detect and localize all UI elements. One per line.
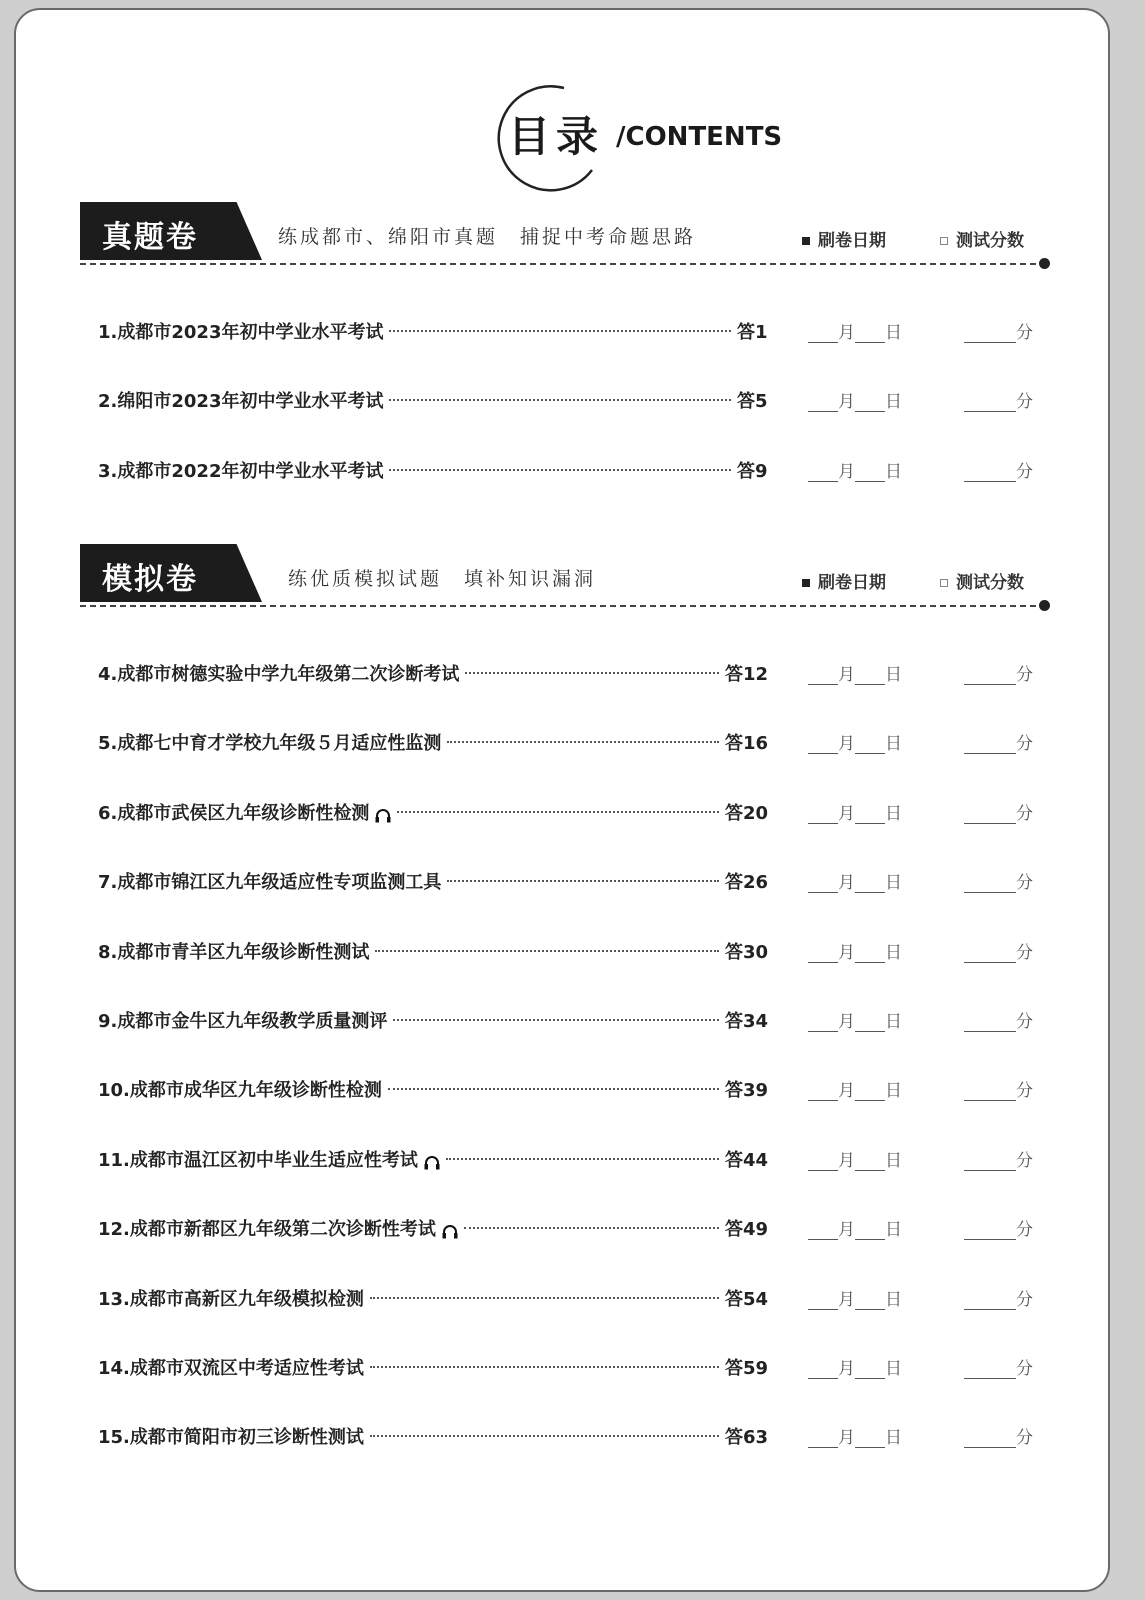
month-blank[interactable] [808, 664, 838, 685]
day-blank[interactable] [855, 461, 885, 482]
score-blank[interactable] [964, 1289, 1016, 1310]
score-blank[interactable] [964, 1011, 1016, 1032]
day-blank[interactable] [855, 391, 885, 412]
toc-entry[interactable] [16, 1350, 1108, 1380]
month-label: 月 [838, 1289, 855, 1310]
score-blank[interactable] [964, 872, 1016, 893]
month-label: 月 [838, 323, 855, 343]
entry-title [98, 1076, 382, 1102]
entry-title [98, 1285, 364, 1311]
entry-number: 11. [98, 1149, 130, 1171]
score-fill-in [964, 318, 1033, 343]
date-fill-in [808, 1285, 902, 1310]
answer-page-ref: 答59 [725, 1358, 769, 1379]
headphone-icon [442, 1223, 458, 1237]
square-outline-icon [940, 579, 948, 587]
score-blank[interactable] [964, 1219, 1016, 1240]
score-blank[interactable] [964, 733, 1016, 754]
section-divider [80, 263, 1046, 265]
day-blank[interactable] [855, 1358, 885, 1379]
score-fill-in [964, 1007, 1033, 1032]
answer-page-ref: 答63 [725, 1427, 769, 1449]
square-outline-icon [940, 237, 948, 245]
entry-number: 7. [98, 872, 118, 894]
score-label: 分 [1016, 665, 1033, 685]
entry-title [98, 938, 369, 964]
answer-page-ref: 答34 [725, 1011, 769, 1032]
entry-title [98, 1007, 387, 1033]
entry-title [98, 387, 383, 413]
day-blank[interactable] [855, 1219, 885, 1240]
day-label: 日 [885, 803, 902, 824]
divider-end-dot [1039, 600, 1050, 611]
entry-title [98, 1354, 364, 1380]
page-title [464, 74, 784, 194]
score-fill-in [964, 1215, 1033, 1240]
contents-page [14, 8, 1110, 1592]
month-label: 月 [838, 942, 855, 963]
score-label: 分 [1016, 1289, 1033, 1310]
month-label: 月 [838, 392, 855, 413]
section-divider [80, 605, 1046, 607]
entry-title [98, 1215, 458, 1241]
month-blank[interactable] [808, 1080, 838, 1101]
leader-dots [370, 1297, 719, 1299]
date-fill-in [808, 868, 902, 893]
day-label: 日 [885, 942, 902, 963]
score-label: 分 [1016, 392, 1033, 413]
leader-dots [370, 1435, 719, 1437]
entry-name: 成都市温江区初中毕业生适应性考试 [129, 1149, 418, 1171]
toc-entry[interactable] [16, 1072, 1108, 1102]
entry-name: 成都市树德实验中学九年级第二次诊断考试 [117, 664, 460, 685]
score-blank[interactable] [964, 1358, 1016, 1379]
leader-dots [393, 1019, 719, 1021]
score-fill-in [964, 1076, 1033, 1101]
month-label: 月 [838, 803, 855, 824]
toc-entry[interactable] [16, 725, 1108, 755]
toc-entry[interactable] [16, 795, 1108, 825]
day-blank[interactable] [855, 803, 885, 824]
leader-dots [389, 399, 731, 401]
month-label: 月 [838, 665, 855, 685]
leader-dots [388, 1088, 719, 1090]
month-label: 月 [838, 873, 855, 894]
month-blank[interactable] [808, 1289, 838, 1310]
answer-page-ref: 答9 [737, 460, 768, 482]
date-fill-in [808, 1007, 902, 1032]
entry-title [98, 1423, 364, 1449]
date-fill-in [808, 1215, 902, 1240]
day-label: 日 [885, 1220, 902, 1241]
month-blank[interactable] [808, 322, 838, 343]
score-label: 分 [1016, 873, 1033, 894]
entry-number: 14. [98, 1358, 130, 1379]
score-fill-in [964, 799, 1033, 824]
day-blank[interactable] [855, 1080, 885, 1101]
date-fill-in [808, 729, 902, 754]
answer-page-ref: 答39 [725, 1080, 769, 1102]
score-fill-in [964, 729, 1033, 754]
score-label: 分 [1016, 734, 1033, 755]
answer-page-ref: 答30 [725, 941, 769, 963]
entry-name: 成都市武侯区九年级诊断性检测 [117, 802, 370, 824]
toc-entry[interactable] [16, 1003, 1108, 1033]
day-blank[interactable] [855, 1289, 885, 1310]
date-fill-in [808, 1354, 902, 1379]
score-fill-in [964, 660, 1033, 685]
divider-end-dot [1039, 258, 1050, 269]
score-fill-in [964, 457, 1033, 482]
entry-name: 绵阳市2023年初中学业水平考试 [117, 391, 384, 413]
score-label: 分 [1016, 803, 1033, 824]
month-label: 月 [838, 1012, 855, 1032]
entry-name: 成都市锦江区九年级适应性专项监测工具 [117, 872, 442, 894]
month-label: 月 [838, 1081, 855, 1102]
month-blank[interactable] [808, 872, 838, 893]
entry-title [98, 868, 441, 894]
score-fill-in [964, 1146, 1033, 1171]
col-score-header: 测试分数 [940, 568, 1024, 593]
toc-entry[interactable] [16, 453, 1108, 483]
leader-dots [389, 469, 731, 471]
entry-name: 成都市高新区九年级模拟检测 [129, 1288, 364, 1310]
leader-dots [447, 741, 719, 743]
entry-number: 12. [98, 1219, 130, 1241]
score-blank[interactable] [964, 942, 1016, 963]
month-label: 月 [838, 1150, 855, 1171]
score-label: 分 [1016, 942, 1033, 963]
day-label: 日 [885, 392, 902, 413]
square-icon [802, 237, 810, 245]
month-label: 月 [838, 734, 855, 755]
score-fill-in [964, 1285, 1033, 1310]
date-fill-in [808, 318, 902, 343]
score-blank[interactable] [964, 664, 1016, 685]
score-fill-in [964, 387, 1033, 412]
score-fill-in [964, 938, 1033, 963]
day-label: 日 [885, 1081, 902, 1102]
answer-page-ref: 答12 [725, 664, 769, 685]
entry-name: 成都市2023年初中学业水平考试 [117, 322, 384, 343]
score-blank[interactable] [964, 461, 1016, 482]
month-blank[interactable] [808, 391, 838, 412]
section-slogan: 练优质模拟试题 填补知识漏洞 [288, 568, 597, 590]
entry-number: 1. [98, 322, 118, 343]
leader-dots [464, 1227, 719, 1229]
entry-name: 成都市青羊区九年级诊断性测试 [117, 941, 370, 963]
score-label: 分 [1016, 1150, 1033, 1171]
entry-number: 6. [98, 802, 118, 824]
date-fill-in [808, 660, 902, 685]
section-slogan: 练成都市、绵阳市真题 捕捉中考命题思路 [278, 226, 697, 248]
score-blank[interactable] [964, 803, 1016, 824]
entry-name: 成都市新都区九年级第二次诊断性考试 [129, 1219, 436, 1241]
leader-dots [465, 672, 719, 674]
leader-dots [446, 1158, 719, 1160]
entry-name: 成都市简阳市初三诊断性测试 [129, 1427, 364, 1449]
answer-page-ref: 答1 [737, 322, 768, 343]
month-label: 月 [838, 1220, 855, 1241]
entry-name: 成都市金牛区九年级教学质量测评 [117, 1011, 388, 1032]
month-blank[interactable] [808, 803, 838, 824]
day-blank[interactable] [855, 664, 885, 685]
entry-number: 4. [98, 664, 118, 685]
day-label: 日 [885, 1289, 902, 1310]
toc-entry[interactable] [16, 1211, 1108, 1241]
col-date-header: 刷卷日期 [802, 226, 886, 251]
entry-name: 成都市2022年初中学业水平考试 [117, 460, 384, 482]
leader-dots [375, 950, 719, 952]
answer-page-ref: 答54 [725, 1288, 769, 1310]
entry-number: 2. [98, 391, 118, 413]
score-label: 分 [1016, 1220, 1033, 1241]
entry-title [98, 457, 383, 483]
day-blank[interactable] [855, 872, 885, 893]
date-fill-in [808, 1076, 902, 1101]
entry-title [98, 799, 391, 825]
score-fill-in [964, 1354, 1033, 1379]
answer-page-ref: 答26 [725, 872, 769, 894]
score-label: 分 [1016, 1081, 1033, 1102]
score-label: 分 [1016, 1012, 1033, 1032]
date-fill-in [808, 387, 902, 412]
date-fill-in [808, 1146, 902, 1171]
headphone-icon [375, 807, 391, 821]
section-tag-label: 模拟卷 [102, 562, 198, 597]
score-label: 分 [1016, 1359, 1033, 1379]
day-label: 日 [885, 461, 902, 482]
leader-dots [447, 880, 719, 882]
date-fill-in [808, 1423, 902, 1448]
headphone-icon [424, 1154, 440, 1168]
month-blank[interactable] [808, 1219, 838, 1240]
score-blank[interactable] [964, 322, 1016, 343]
title-english: /CONTENTS [616, 122, 783, 152]
leader-dots [370, 1366, 719, 1368]
score-fill-in [964, 1423, 1033, 1448]
toc-entry[interactable] [16, 1281, 1108, 1311]
score-blank[interactable] [964, 1150, 1016, 1171]
score-blank[interactable] [964, 1427, 1016, 1448]
toc-entry[interactable] [16, 383, 1108, 413]
day-blank[interactable] [855, 1427, 885, 1448]
day-blank[interactable] [855, 322, 885, 343]
toc-entry[interactable] [16, 314, 1108, 344]
entry-number: 5. [98, 733, 118, 755]
answer-page-ref: 答49 [725, 1219, 769, 1241]
month-blank[interactable] [808, 1150, 838, 1171]
month-label: 月 [838, 1359, 855, 1379]
entry-title [98, 318, 383, 344]
col-score-header: 测试分数 [940, 226, 1024, 251]
entry-name: 成都市双流区中考适应性考试 [129, 1358, 364, 1379]
section-tag-label: 真题卷 [102, 220, 198, 255]
month-blank[interactable] [808, 1011, 838, 1032]
answer-page-ref: 答44 [725, 1149, 769, 1171]
square-icon [802, 579, 810, 587]
month-label: 月 [838, 1428, 855, 1449]
answer-page-ref: 答16 [725, 733, 769, 755]
toc-entry[interactable] [16, 656, 1108, 686]
day-label: 日 [885, 323, 902, 343]
day-blank[interactable] [855, 942, 885, 963]
month-blank[interactable] [808, 461, 838, 482]
entry-number: 13. [98, 1288, 130, 1310]
entry-number: 10. [98, 1080, 130, 1102]
entry-number: 15. [98, 1427, 130, 1449]
entry-number: 8. [98, 941, 118, 963]
entry-title [98, 729, 441, 755]
month-blank[interactable] [808, 733, 838, 754]
month-label: 月 [838, 461, 855, 482]
col-date-header: 刷卷日期 [802, 568, 886, 593]
answer-page-ref: 答20 [725, 802, 769, 824]
entry-number: 3. [98, 460, 118, 482]
month-blank[interactable] [808, 942, 838, 963]
score-label: 分 [1016, 323, 1033, 343]
title-chinese: 目录 [508, 112, 605, 161]
day-label: 日 [885, 1012, 902, 1032]
entry-name: 成都市成华区九年级诊断性检测 [129, 1080, 382, 1102]
day-blank[interactable] [855, 733, 885, 754]
entry-name: 成都七中育才学校九年级５月适应性监测 [117, 733, 442, 755]
day-blank[interactable] [855, 1011, 885, 1032]
date-fill-in [808, 457, 902, 482]
score-blank[interactable] [964, 1080, 1016, 1101]
toc-entry[interactable] [16, 1142, 1108, 1172]
day-label: 日 [885, 873, 902, 894]
date-fill-in [808, 938, 902, 963]
toc-entry[interactable] [16, 864, 1108, 894]
day-label: 日 [885, 1150, 902, 1171]
toc-entry[interactable] [16, 934, 1108, 964]
answer-page-ref: 答5 [737, 391, 768, 413]
day-label: 日 [885, 734, 902, 755]
entry-title [98, 1146, 440, 1172]
day-label: 日 [885, 665, 902, 685]
score-label: 分 [1016, 1428, 1033, 1449]
month-blank[interactable] [808, 1427, 838, 1448]
score-blank[interactable] [964, 391, 1016, 412]
toc-entry[interactable] [16, 1419, 1108, 1449]
score-label: 分 [1016, 461, 1033, 482]
entry-number: 9. [98, 1011, 118, 1032]
day-label: 日 [885, 1359, 902, 1379]
leader-dots [397, 811, 719, 813]
score-fill-in [964, 868, 1033, 893]
month-blank[interactable] [808, 1358, 838, 1379]
leader-dots [389, 330, 731, 332]
entry-title [98, 660, 459, 686]
day-blank[interactable] [855, 1150, 885, 1171]
day-label: 日 [885, 1428, 902, 1449]
date-fill-in [808, 799, 902, 824]
